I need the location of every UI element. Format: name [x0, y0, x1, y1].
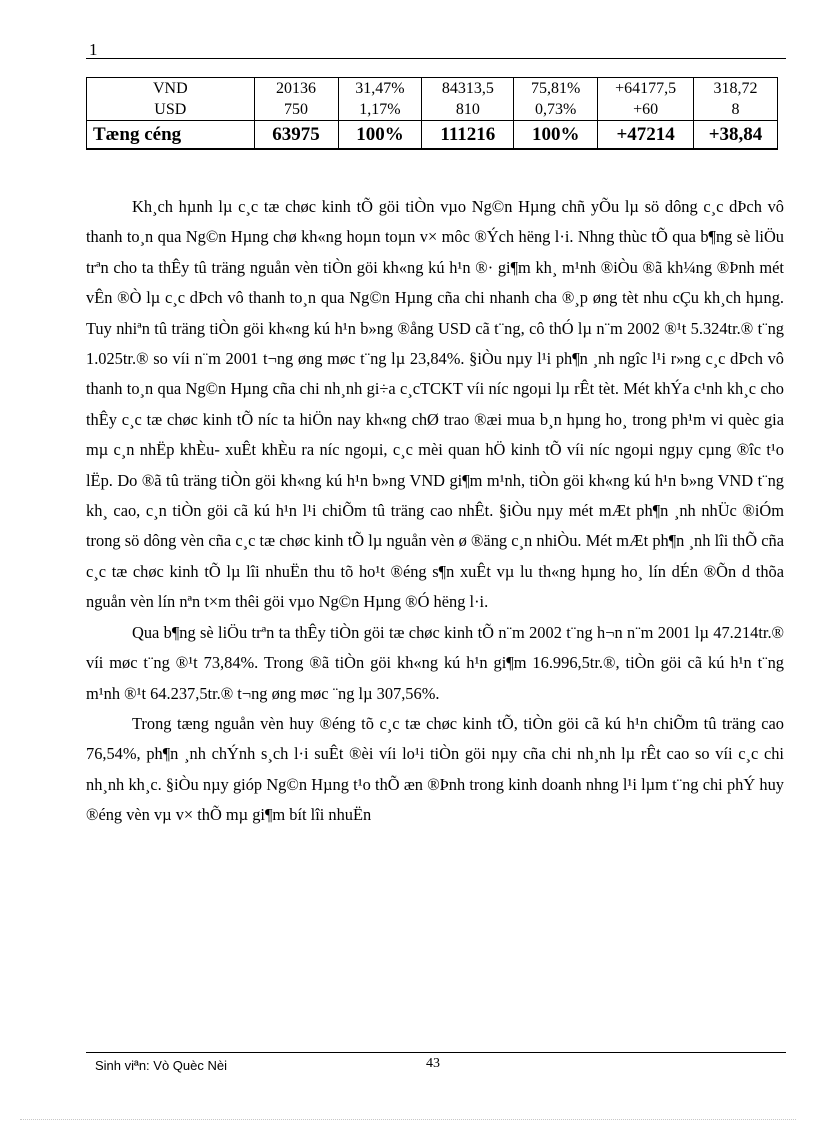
page-marker: 1	[89, 40, 98, 59]
deposit-table	[86, 77, 778, 150]
row-label: USD	[87, 99, 255, 121]
table-cell: 0,73%	[514, 99, 598, 121]
page-bottom-border	[20, 1119, 796, 1120]
table-cell: 31,47%	[338, 78, 422, 100]
table-cell: +64177,5	[598, 78, 694, 100]
total-cell: 100%	[514, 121, 598, 150]
footer-page-number: 43	[426, 1056, 440, 1071]
body-text	[86, 192, 784, 831]
table-cell: 1,17%	[338, 99, 422, 121]
table-cell: 75,81%	[514, 78, 598, 100]
paragraph: Kh¸ch hµnh lµ c¸c tæ chøc kinh tÕ göi tiÒn vµo Ng©n Hµng chñ yÕu lµ sö dông c¸c dÞch vô thanh to¸n qua Ng©n Hµng chø kh«ng hoµn toµn v× môc ®Ých hëng l·i. Nhng thùc tÕ qua b¶ng sè liÖu trªn cho ta thÊy tû träng nguån vèn tiÒn göi kh«ng kú h¹n ®· gi¶m kh¸ m¹nh ®iÒu ®ã kh¼ng ®Þnh mét vÊn ®Ò lµ c¸c dÞch vô thanh to¸n qua Ng©n Hµng cña chi nhanh cha ®¸p øng tèt nhu cÇu kh¸ch hµng. Tuy nhiªn tû träng tiÒn göi kh«ng kú h¹n b»ng ®ång USD cã t¨ng, cô thÓ lµ n¨m 2002 ®¹t 5.324tr.® t¨ng 1.025tr.® so víi n¨m 2001 t¬ng øng møc t¨ng lµ 23,84%. §iÒu nµy l¹i ph¶n ¸nh ngîc l¹i r»ng c¸c dÞch vô thanh to¸n qua Ng©n Hµng cña chi nh¸nh gi÷a c¸cTCKT víi níc ngoµi lµ rÊt tèt. Mét khÝa c¹nh kh¸c cho thÊy c¸c tæ chøc kinh tÕ níc ta hiÖn nay kh«ng chØ trao ®æi mua b¸n hµng ho¸ trong ph¹m vi quèc gia mµ c¸n nhËp khÈu- xuÊt khÈu ra níc ngoµi, c¸c mèi quan hÖ kinh tÕ víi níc ngoµi ngµy cµng ®îc t¹o lËp. Do ®ã tû träng tiÒn göi kh«ng kú h¹n b»ng VND gi¶m m¹nh, tiÒn göi kh«ng kú h¹n b»ng VND t¨ng kh¸ cao, c¸n tiÒn göi cã kú h¹n l¹i chiÕm tû träng cao nhÊt. §iÒu nµy mét mÆt ph¶n ¸nh nhÜc ®iÓm trong sö dông vèn cña c¸c tæ chøc kinh tÕ lµ nguån vèn ø ®äng c¸n nhiÒu. Mét mÆt ph¶n ¸nh lîi thÕ cña c¸c tæ chøc kinh tÕ lµ lîi nhuËn thu tõ ho¹t ®éng s¶n xuÊt vµ lu th«ng hµng ho¸ lín dÉn ®Õn d thõa nguån vèn lín nªn t×m thêi göi vµo Ng©n Hµng ®Ó hëng l·i.	[86, 197, 784, 612]
table-row	[87, 78, 778, 100]
header-rule	[86, 58, 786, 59]
table-cell: 318,72	[694, 78, 778, 100]
footer-rule	[86, 1052, 786, 1053]
total-cell: +38,84	[694, 121, 778, 150]
paragraph: Trong tæng nguån vèn huy ®éng tõ c¸c tæ chøc kinh tÕ, tiÒn göi cã kú h¹n chiÕm tû träng cao 76,54%, ph¶n ¸nh chÝnh s¸ch l·i suÊt ®èi víi lo¹i tiÒn göi nµy cña chi nh¸nh lµ rÊt cao so víi c¸c chi nh¸nh kh¸c. §iÒu nµy gióp Ng©n Hµng t¹o thÕ æn ®Þnh trong kinh doanh nhng l¹i lµm t¨ng chi phÝ huy ®éng vèn vµ v× thÕ mµ gi¶m bít lîi nhuËn	[86, 713, 784, 825]
total-cell: 100%	[338, 121, 422, 150]
total-cell: 63975	[254, 121, 338, 150]
total-row	[87, 121, 778, 150]
total-cell: 111216	[422, 121, 514, 150]
table-cell: 20136	[254, 78, 338, 100]
table-cell: 8	[694, 99, 778, 121]
table-cell: +60	[598, 99, 694, 121]
total-cell: +47214	[598, 121, 694, 150]
table-row	[87, 99, 778, 121]
table-cell: 750	[254, 99, 338, 121]
footer-author: Sinh viªn: Vò Quèc Nèi	[95, 1058, 227, 1073]
table-cell: 810	[422, 99, 514, 121]
total-label: Tæng céng	[87, 121, 255, 150]
row-label: VND	[87, 78, 255, 100]
table-cell: 84313,5	[422, 78, 514, 100]
paragraph: Qua b¶ng sè liÖu trªn ta thÊy tiÒn göi tæ chøc kinh tÕ n¨m 2002 t¨ng h¬n n¨m 2001 lµ 47.214tr.® víi møc t¨ng ®¹t 73,84%. Trong ®ã tiÒn göi kh«ng kú h¹n gi¶m 16.996,5tr.®, tiÒn göi cã kú h¹n t¨ng m¹nh ®¹t 64.237,5tr.® t¬ng øng møc ¨ng lµ 307,56%.	[86, 622, 784, 703]
